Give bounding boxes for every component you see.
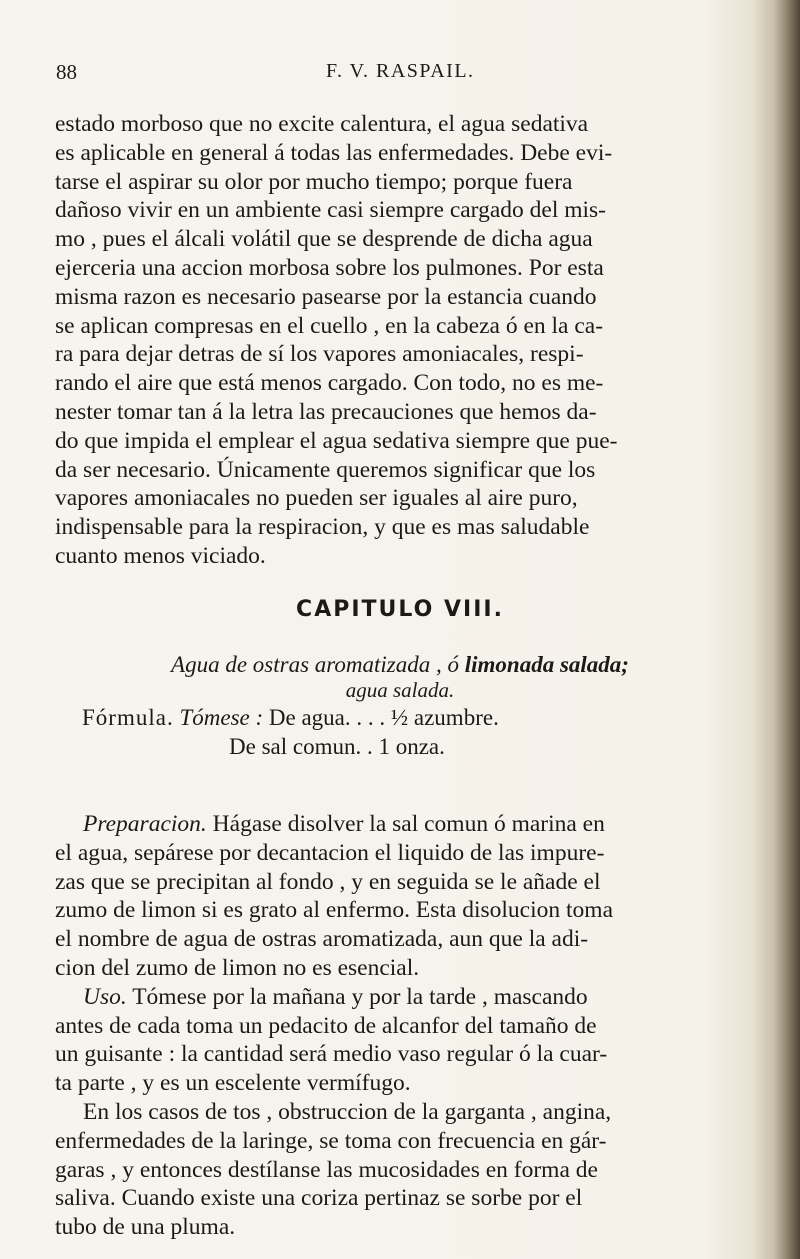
formula-label: Fórmula.: [82, 705, 174, 730]
text-line: tarse el aspirar su olor por mucho tiempo; porque fuera: [55, 168, 573, 195]
text-line: tubo de una pluma.: [55, 1214, 236, 1241]
chapter-subtitle-line2: agua salada.: [345, 678, 455, 702]
page-header: [56, 60, 736, 90]
text-line: En los casos de tos , obstruccion de la garganta , angina,: [83, 1098, 612, 1125]
running-head: F. V. RASPAIL.: [326, 60, 475, 82]
chapter-subtitle: [0, 652, 800, 678]
text-line: ta parte , y es un escelente vermífugo.: [55, 1070, 411, 1097]
text-line: el nombre de agua de ostras aromatizada, aun que la adi-: [55, 926, 589, 953]
formula-quantity: ½ azumbre.: [390, 705, 499, 730]
formula-row: [82, 703, 742, 732]
text-line: estado morboso que no excite calentura, el agua sedativa: [55, 111, 589, 137]
paragraph-continuation: [55, 110, 755, 571]
text-line: indispensable para la respiracion, y que es mas saludable: [55, 514, 590, 541]
formula-block: [82, 703, 742, 761]
text-line: ejerceria una accion morbosa sobre los pulmones. Por esta: [55, 254, 604, 281]
section-label: Preparacion.: [83, 811, 207, 837]
formula-quantity: 1 onza.: [378, 734, 445, 759]
paragraph-preparation: [55, 810, 755, 1242]
subtitle-emphasis: limonada salada;: [464, 652, 629, 677]
text-line: rando el aire que está menos cargado. Con todo, no es me-: [55, 370, 604, 397]
section-label: Uso.: [83, 983, 127, 1010]
text-line: [55, 810, 755, 839]
text-line: ra para dejar detras de sí los vapores amoniacales, respi-: [55, 341, 584, 368]
text-line: garas , y entonces destílanse las mucosidades en forma de: [55, 1156, 598, 1183]
text-line: se aplican compresas en el cuello , en la cabeza ó en la ca-: [55, 312, 604, 339]
text-line: mo , pues el álcali volátil que se desprende de dicha agua: [55, 226, 593, 253]
formula-intro: Tómese :: [179, 705, 264, 730]
text-line: da ser necesario. Únicamente queremos significar que los: [55, 456, 596, 483]
text-line: misma razon es necesario pasearse por la estancia cuando: [55, 283, 597, 310]
subtitle-text: Agua de ostras aromatizada , ó: [171, 652, 465, 677]
text-line: es aplicable en general á todas las enfermedades. Debe evi-: [55, 139, 613, 166]
text-line: dañoso vivir en un ambiente casi siempre cargado del mis-: [55, 197, 606, 224]
text-line: cuanto menos viciado.: [55, 542, 266, 569]
formula-item: De agua. . . .: [268, 705, 386, 730]
text-line: vapores amoniacales no pueden ser iguales al aire puro,: [55, 485, 578, 512]
text-line: un guisante : la cantidad será medio vaso regular ó la cuar-: [55, 1041, 608, 1068]
formula-row: [82, 732, 742, 761]
text-line: do que impida el emplear el agua sedativa siempre que pue-: [55, 427, 618, 454]
text-line: zumo de limon si es grato al enfermo. Esta disolucion toma: [55, 897, 613, 924]
chapter-heading: CAPITULO VIII.: [296, 597, 504, 622]
text-line: el agua, sepárese por decantacion el liquido de las impure-: [55, 839, 605, 866]
text-run: Hágase disolver la sal comun ó marina en: [206, 811, 605, 837]
text-line: zas que se precipitan al fondo , y en seguida se le añade el: [55, 868, 601, 895]
text-line: nester tomar tan á la letra las precauciones que hemos da-: [55, 398, 597, 425]
text-line: [55, 983, 755, 1012]
page-edge-shadow: [774, 0, 800, 1259]
text-line: antes de cada toma un pedacito de alcanfor del tamaño de: [55, 1012, 597, 1039]
text-line: enfermedades de la laringe, se toma con frecuencia en gár-: [55, 1127, 607, 1154]
text-line: cion del zumo de limon no es esencial.: [55, 954, 420, 981]
formula-item: De sal comun. .: [229, 734, 373, 759]
text-line: saliva. Cuando existe una coriza pertinaz se sorbe por el: [55, 1185, 583, 1212]
page-number: 88: [56, 60, 77, 84]
text-run: Tómese por la mañana y por la tarde , mascando: [126, 983, 588, 1010]
